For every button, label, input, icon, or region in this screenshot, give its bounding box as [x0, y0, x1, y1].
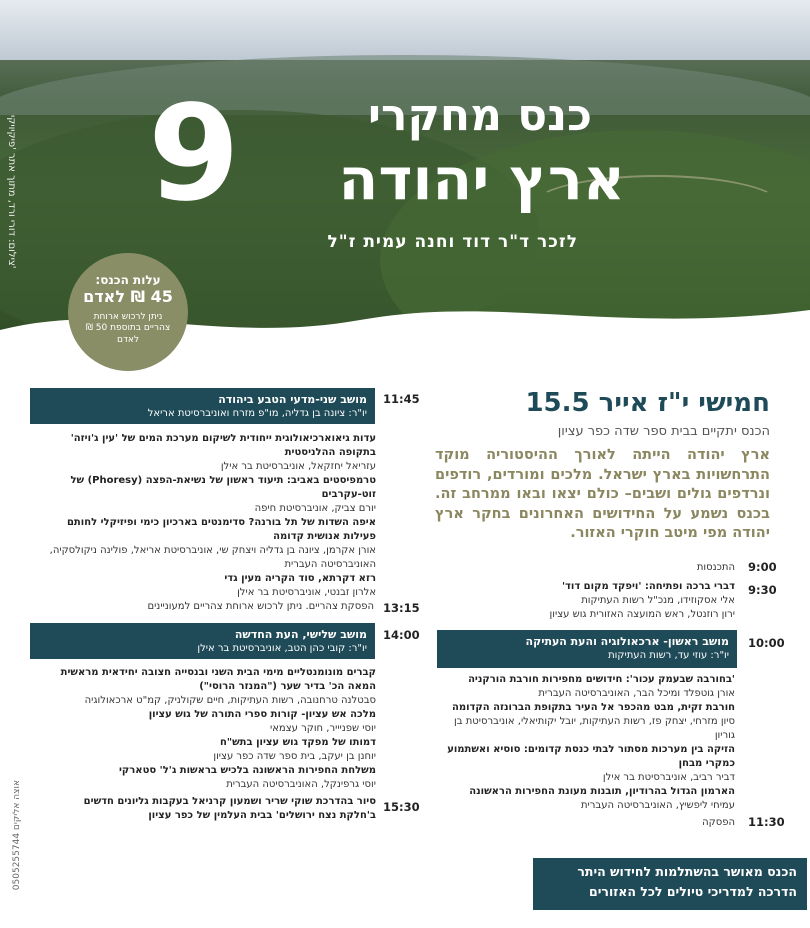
s3-talk-3-speaker: יוחנן בן יעקב, בית ספר שדה כפר עציון: [213, 751, 376, 762]
session-3-chair: יו"ר: קובי כהן הטב, אוניברסיטת בר אילן: [197, 643, 367, 655]
s1-talk-4-title: הארמון הגדול בהרודיון, תובנות מעונת החפירות הראשונה: [469, 786, 735, 797]
time-1400: 14:00: [383, 628, 420, 642]
session-2-chair: יו"ר: ציונה בן גדליה, מו"פ מזרח ואוניברסיטת אריאל: [147, 408, 367, 420]
tour-block: [38, 795, 376, 823]
s1-talk-4-speaker: עמיחי ליפשיץ, האוניברסיטה העברית: [580, 800, 735, 811]
s2-talk-4-title: רזא דקרתא, סוד הקריה מעין גדי: [224, 573, 376, 584]
break: הפסקה: [702, 817, 735, 828]
s3-talk-2-title: מלכה אש עציון- קורות ספרי התורה של גוש עציון: [148, 709, 376, 720]
s2-talk-2-speaker: יורם צביק, אוניברסיטת חיפה: [254, 503, 376, 514]
s1-talk-3-speaker: דביר רביב, אוניברסיטת בר אילן: [602, 772, 735, 783]
s3-talk-1-title: קברים מונומנטליים מימי הבית השני ובנסייה חצובה יחידאית מראשית המאה הכ' בדיר שער ("המנזר הרוסי"): [60, 667, 376, 692]
session-2-bar: [30, 388, 375, 424]
s1-talk-1-title: 'בחורבה שבעמק עכור': חידושים מחפירות חורבת הורקניה: [468, 674, 735, 685]
session-2-talks: [38, 432, 376, 600]
session-3-talks: [38, 666, 376, 792]
title-line-2: ארץ יהודה: [338, 145, 625, 213]
accreditation-line-2: הדרכה למדריכי טיולים לכל האזורים: [589, 884, 797, 899]
opening-speaker-1: אלי אסקוזידו, מנכ"ל רשות העתיקות: [581, 595, 735, 606]
title-line-1: כנס מחקרי: [368, 90, 592, 141]
memorial-dedication: לזכר ד"ר דוד וחנה עמית ז"ל: [327, 232, 578, 252]
s3-talk-4-speaker: יוסי גרפינקל, האוניברסיטה העברית: [226, 779, 376, 790]
session-1-title: מושב ראשון- ארכאולוגיה והעת העתיקה: [525, 635, 729, 648]
tour-line-2: ב'חלקת נצח ירושלים' בבית העלמין של כפר עציון: [148, 810, 376, 821]
time-0930: 9:30: [748, 583, 777, 597]
time-1530: 15:30: [383, 800, 420, 814]
time-1130: 11:30: [748, 815, 785, 829]
time-1315: 13:15: [383, 601, 420, 615]
time-0900: 9:00: [748, 560, 777, 574]
s1-talk-2-title: חורבת זקית, מבט מהכפר אל העיר בתקופת הברונזה הקדומה: [452, 702, 735, 713]
s2-talk-3-speaker: אורן אקרמן, ציונה בן גדליה ויצחק שי, אוניברסיטת אריאל, פולינה ניקולסקיה, האוניברסיטה העברית: [49, 545, 376, 570]
s3-talk-3-title: דמותו של מפקד גוש עציון בתש"ח: [220, 737, 376, 748]
fee-price: 45 ₪ לאדם: [83, 287, 173, 306]
s1-talk-3-title: הזיקה בין מערכות מסתור לבתי כנסת קדומים: סוסיא ואשתמוע כמקרי מבחן: [447, 744, 735, 769]
s2-talk-2-title: טרמפיסטים באביב: תיעוד ראשון של נשיאת-הפצה (Phoresy) של זוט-עקרבים: [70, 475, 376, 500]
event-date: חמישי י"ז אייר 15.5: [525, 388, 770, 418]
session-1-chair: יו"ר: עוזי עד, רשות העתיקות: [608, 650, 729, 662]
gathering: התכנסות: [696, 562, 735, 573]
fee-lunch-note: ניתן לרכוש ארוחת צהריים בתוספת 50 ₪ לאדם: [85, 312, 171, 345]
side-phone: אוצה אליקים 0505255744: [12, 780, 22, 891]
event-venue: הכנס יתקיים בבית ספר שדה כפר עציון: [557, 424, 770, 439]
time-1145: 11:45: [383, 392, 420, 406]
photo-credit: צילום: דורי ורד, מתוך אתר 'פיקיויקי': [6, 115, 17, 269]
lunch-break: הפסקת צהריים. ניתן לרכוש ארוחת צהריים למעוניינים: [147, 601, 374, 612]
time-1000: 10:00: [748, 636, 785, 650]
s3-talk-2-speaker: יוסי שפניייר, חוקר עצמאי: [270, 723, 376, 734]
fee-badge: [68, 253, 188, 371]
session-3-bar: [30, 623, 375, 659]
session-1-bar: [437, 630, 737, 668]
s1-talk-1-speaker: אורן גוטפלד ומיכל הבר, האוניברסיטה העברית: [538, 688, 735, 699]
s3-talk-4-title: משלחת החפירות הראשונה בלכיש בראשות ג'ל' סטארקי: [118, 765, 376, 776]
accreditation-line-1: הכנס מאושר בהשתלמות לחידוש היתר: [577, 864, 797, 879]
tour-line-1: סיור בהדרכת שוקי שריר ושמעון קרניאל בעקבות גליונים חדשים: [83, 796, 376, 807]
fee-label: עלות הכנס:: [95, 273, 161, 287]
edition-number: 9: [148, 77, 240, 231]
opening-title: דברי ברכה ופתיחה: 'ויפקד מקום דוד': [561, 581, 735, 592]
session-3-title: מושב שלישי, העת החדשה: [234, 628, 367, 641]
s2-talk-1-speaker: עזריאל יחזקאל, אוניברסיטת בר אילן: [220, 461, 376, 472]
sky: [0, 0, 810, 60]
session-2-title: מושב שני-מדעי הטבע ביהודה: [218, 393, 367, 406]
s3-talk-1-speaker: סבטלנה טרחנובה, רשות העתיקות, חיים שקולניק, קמ"ט ארכאולוגיה: [84, 695, 376, 706]
opening-block: [445, 580, 735, 622]
accreditation-box: [533, 858, 807, 910]
opening-speaker-2: ירון רוזנטל, ראש המועצה האזורית גוש עציון: [549, 609, 735, 620]
session-1-talks: [435, 673, 735, 813]
s2-talk-4-speaker: אלרון זבנטי, אוניברסיטת בר אילן: [237, 587, 376, 598]
s2-talk-3-title: איפה השדות של תל בורנה? סדימנטים בארכיון כימי ופיזיקלי לחותם פעילות אנושית קדומה: [66, 517, 376, 542]
intro-paragraph: ארץ יהודה הייתה לאורך ההיסטוריה מוקד התרחשויות בארץ ישראל. מלכים ומורדים, רודפים ונרדפים גולים ושבים– כולם יצאו ובאו ממרחב זה. בכנס נשמע על החידושים האחרונים בחקר ארץ יהודה מפי מיטב חוקרי האזור.: [435, 447, 770, 542]
s2-talk-1-title: עדות גיאוארכיאולוגית ייחודית לשיקום מערכת המים של 'עין ג'ויזה' בתקופה ההלניסטית: [70, 433, 376, 458]
s1-talk-2-speaker: סיון מזרחי, יצחק פז, רשות העתיקות, יובל יקותיאלי, אוניברסיטת בן גוריון: [454, 716, 735, 741]
